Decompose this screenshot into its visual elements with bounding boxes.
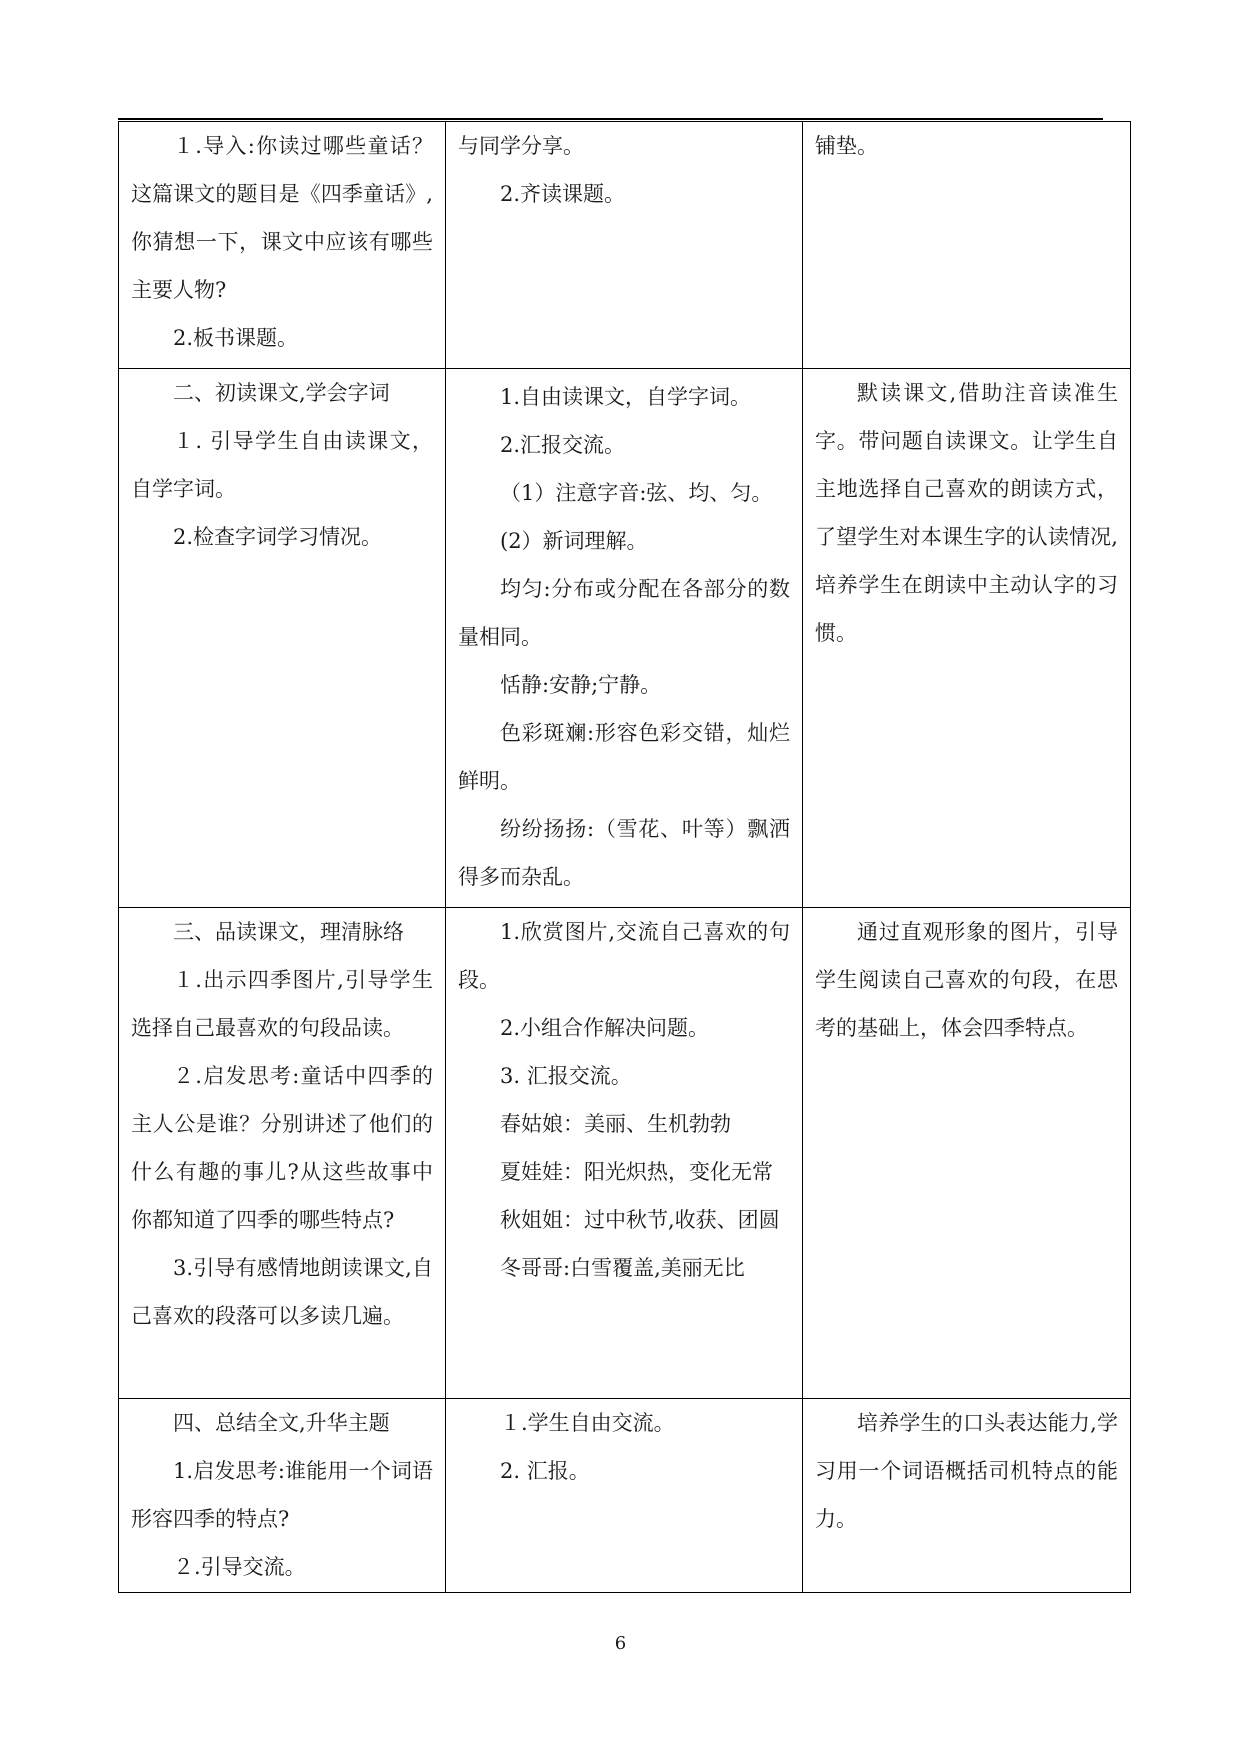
student-text: 2.汇报交流。: [500, 433, 626, 457]
intent-text: 通过直观形象的图片，引导学生阅读自己喜欢的句段，在思考的基础上，体会四季特点。: [815, 920, 1118, 1040]
student-text: (2）新词理解。: [500, 529, 648, 553]
teacher-text: 1.启发思考:谁能用一个词语形容四季的特点?: [131, 1459, 433, 1531]
student-text: 1.欣赏图片,交流自己喜欢的句段。: [458, 920, 790, 992]
teacher-text: ２.引导交流。: [173, 1555, 306, 1579]
student-text: 1.自由读课文，自学字词。: [500, 385, 752, 409]
student-activity-cell: [446, 122, 803, 369]
intent-text: 默读课文,借助注音读准生字。带问题自读课文。让学生自主地选择自己喜欢的朗读方式，了望学生对本课生字的认读情况,培养学生在朗读中主动认字的习惯。: [815, 381, 1118, 645]
design-intent-cell: [803, 1399, 1131, 1593]
intent-text: 铺垫。: [815, 134, 878, 158]
student-text: 春姑娘：美丽、生机勃勃: [500, 1112, 731, 1136]
student-text: 2. 汇报。: [500, 1459, 590, 1483]
table-row: [119, 122, 1131, 369]
student-text: 2.齐读课题。: [500, 182, 626, 206]
student-text: 夏娃娃：阳光炽热，变化无常: [500, 1160, 773, 1184]
design-intent-cell: [803, 369, 1131, 908]
student-text: 色彩斑斓:形容色彩交错，灿烂鲜明。: [458, 721, 790, 793]
student-text: 纷纷扬扬:（雪花、叶等）飘洒得多而杂乱。: [458, 817, 790, 889]
table-row: [119, 369, 1131, 908]
student-text: 与同学分享。: [458, 134, 584, 158]
section-heading: 四、总结全文,升华主题: [173, 1411, 390, 1435]
design-intent-cell: [803, 908, 1131, 1399]
section-heading: 三、品读课文，理清脉络: [173, 920, 404, 944]
student-text: 2.小组合作解决问题。: [500, 1016, 710, 1040]
student-text: 秋姐姐：过中秋节,收获、团圆: [500, 1208, 780, 1232]
student-text: 3. 汇报交流。: [500, 1064, 632, 1088]
teacher-activity-cell: [119, 908, 446, 1399]
teacher-text: １.出示四季图片,引导学生选择自己最喜欢的句段品读。: [131, 968, 433, 1040]
student-text: １.学生自由交流。: [500, 1411, 675, 1435]
student-text: （1）注意字音:弦、均、匀。: [500, 481, 773, 505]
student-activity-cell: [446, 369, 803, 908]
intent-text: 培养学生的口头表达能力,学习用一个词语概括司机特点的能力。: [815, 1411, 1118, 1531]
teacher-text: １. 引导学生自由读课文，自学字词。: [131, 429, 433, 501]
teacher-activity-cell: [119, 369, 446, 908]
teacher-text: 3.引导有感情地朗读课文,自己喜欢的段落可以多读几遍。: [131, 1256, 433, 1328]
lesson-plan-table: [118, 121, 1131, 1593]
design-intent-cell: [803, 122, 1131, 369]
student-activity-cell: [446, 1399, 803, 1593]
teacher-activity-cell: [119, 122, 446, 369]
page-number: 6: [614, 1633, 627, 1654]
table-row: [119, 1399, 1131, 1593]
teacher-text: ２.启发思考:童话中四季的主人公是谁？分别讲述了他们的什么有趣的事儿?从这些故事中你都知道了四季的哪些特点?: [131, 1064, 433, 1232]
teacher-activity-cell: [119, 1399, 446, 1593]
student-text: 冬哥哥:白雪覆盖,美丽无比: [500, 1256, 745, 1280]
teacher-text: 2.板书课题。: [173, 326, 299, 350]
student-text: 均匀:分布或分配在各部分的数量相同。: [458, 577, 790, 649]
teacher-text: １.导入:你读过哪些童话？这篇课文的题目是《四季童话》,你猜想一下，课文中应该有哪些主要人物?: [131, 134, 433, 302]
section-heading: 二、初读课文,学会字词: [173, 381, 390, 405]
header-rule: [118, 118, 1103, 120]
teacher-text: 2.检查字词学习情况。: [173, 525, 383, 549]
table-row: [119, 908, 1131, 1399]
student-activity-cell: [446, 908, 803, 1399]
student-text: 恬静:安静;宁静。: [500, 673, 662, 697]
